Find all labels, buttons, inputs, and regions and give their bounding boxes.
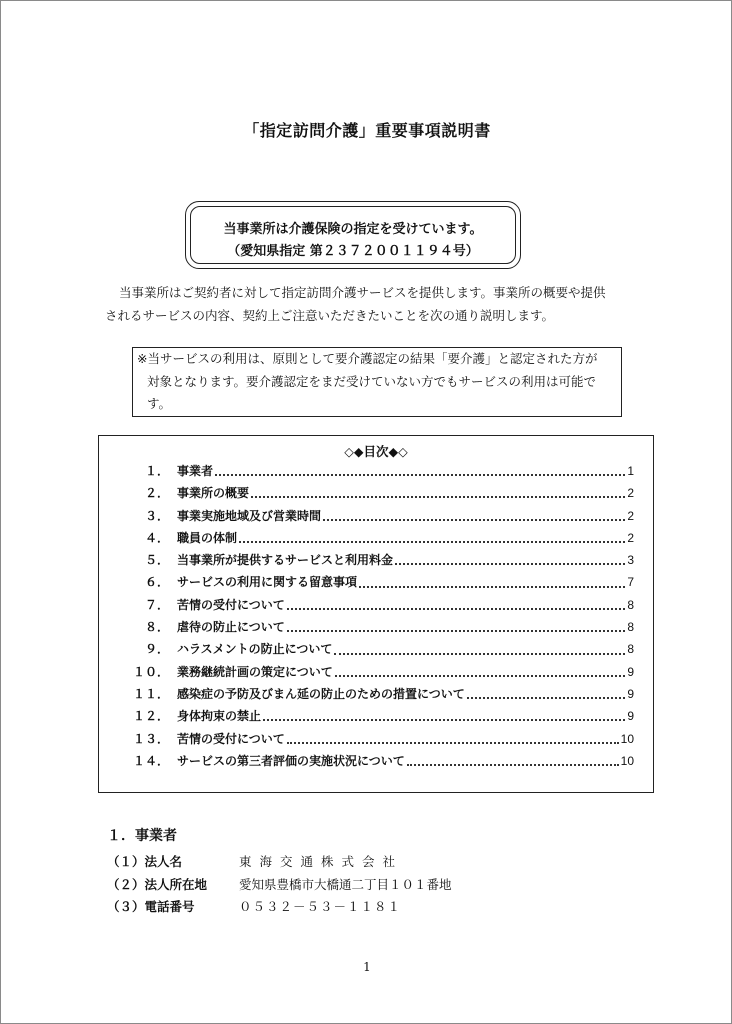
toc-item-page: 2 [627,486,634,501]
page-number: 1 [363,960,371,974]
toc-item-label: ハラスメントの防止について [177,642,333,657]
toc-item[interactable] [129,618,634,640]
note-line-1: ※当サービスの利用は、原則として要介護認定の結果「要介護」と認定された方が [137,351,598,366]
info-value: 愛知県豊橋市大橋通二丁目１０１番地 [239,877,452,892]
toc-item-page: 3 [627,553,634,568]
toc-item-label: 身体拘束の禁止 [177,709,262,724]
info-value: 東海交通株式会社 [239,854,404,869]
toc-leader-dots [251,496,625,498]
toc-leader-dots [215,474,625,476]
designation-box-inner [190,206,516,264]
designation-line-2: （愛知県指定 第２３７２００１１９４号） [227,244,479,259]
toc-item-label: サービスの利用に関する留意事項 [177,575,358,590]
document-title: 「指定訪問介護」重要事項説明書 [243,121,491,140]
toc-item-label: 業務継続計画の策定について [177,664,333,679]
toc-item-label: 職員の体制 [177,530,238,545]
toc-leader-dots [467,697,626,699]
toc-item-page: 9 [627,686,634,701]
toc-leader-dots [395,563,625,565]
toc-item-page: 2 [627,530,634,545]
toc-item-number: ２． [144,486,169,501]
toc-item-number: １４． [132,753,169,768]
toc-leader-dots [323,519,625,521]
info-label: （１）法人名 [107,854,183,869]
toc-item-label: 苦情の受付について [177,597,285,612]
toc-item-number: １１． [132,686,169,701]
section-heading: １．事業者 [107,828,177,844]
intro-line-2: されるサービスの内容、契約上ご注意いただきたいことを次の通り説明します。 [105,308,555,323]
toc-item-number: １０． [132,664,169,679]
note-line-2: 対象となります。要介護認定をまだ受けていない方でもサービスの利用は可能で [147,374,597,389]
note-box [132,347,622,417]
toc-item[interactable] [129,730,634,752]
toc-leader-dots [335,675,626,677]
toc-item-number: １３． [132,731,169,746]
table-of-contents [98,435,654,793]
toc-item[interactable] [129,484,634,506]
toc-item[interactable] [129,596,634,618]
toc-leader-dots [239,541,625,543]
toc-item-label: 感染症の予防及びまん延の防止のための措置について [177,686,465,701]
toc-item-page: 7 [627,575,634,590]
toc-item-number: ８． [144,620,169,635]
toc-item-number: ６． [144,575,169,590]
toc-item[interactable] [129,752,634,774]
toc-item-label: 当事業所が提供するサービスと利用料金 [177,553,394,568]
designation-line-1: 当事業所は介護保険の指定を受けています。 [223,222,483,237]
toc-leader-dots [334,653,625,655]
designation-box [185,201,521,269]
toc-item-label: 事業実施地域及び営業時間 [177,508,322,523]
toc-item-page: 1 [627,464,634,478]
info-row-address [107,875,452,893]
toc-item-page: 8 [627,620,634,635]
toc-item-label: 事業者 [177,464,214,478]
toc-leader-dots [407,764,619,766]
toc-item-page: 8 [627,597,634,612]
toc-item-number: ４． [144,530,169,545]
toc-item-label: 事業所の概要 [177,486,250,501]
toc-item-page: 10 [620,731,634,746]
toc-item-number: ３． [144,508,169,523]
toc-item[interactable] [129,640,634,662]
toc-list [129,462,634,774]
info-label: （３）電話番号 [107,899,195,914]
toc-item-label: サービスの第三者評価の実施状況について [177,753,405,768]
toc-title: ◇◆目次◆◇ [344,444,408,459]
toc-item-label: 虐待の防止について [177,620,285,635]
toc-item[interactable] [129,707,634,729]
toc-item[interactable] [129,529,634,551]
toc-item[interactable] [129,507,634,529]
toc-item[interactable] [129,551,634,573]
toc-item[interactable] [129,462,634,484]
toc-item-page: 8 [627,642,634,657]
info-row-phone [107,897,401,915]
info-label: （２）法人所在地 [107,877,208,892]
intro-line-1: 当事業所はご契約者に対して指定訪問介護サービスを提供します。事業所の概要や提供 [119,285,606,300]
toc-item[interactable] [129,685,634,707]
info-row-company-name [107,852,403,870]
toc-item-page: 9 [627,664,634,679]
toc-item-number: ９． [144,642,169,657]
toc-item-number: ５． [144,553,169,568]
toc-item-number: ７． [144,597,169,612]
toc-item-number: １２． [132,709,169,724]
toc-item-page: 2 [627,508,634,523]
toc-leader-dots [287,608,626,610]
toc-item[interactable] [129,573,634,595]
toc-item-page: 9 [627,709,634,724]
toc-leader-dots [287,742,619,744]
toc-leader-dots [359,586,625,588]
toc-item-number: １． [144,464,169,478]
note-line-3: す。 [147,396,172,411]
toc-item[interactable] [129,663,634,685]
info-value: ０５３２－５３－１１８１ [239,899,402,914]
toc-item-page: 10 [620,753,634,768]
toc-item-label: 苦情の受付について [177,731,285,746]
toc-leader-dots [263,719,625,721]
toc-leader-dots [287,630,626,632]
